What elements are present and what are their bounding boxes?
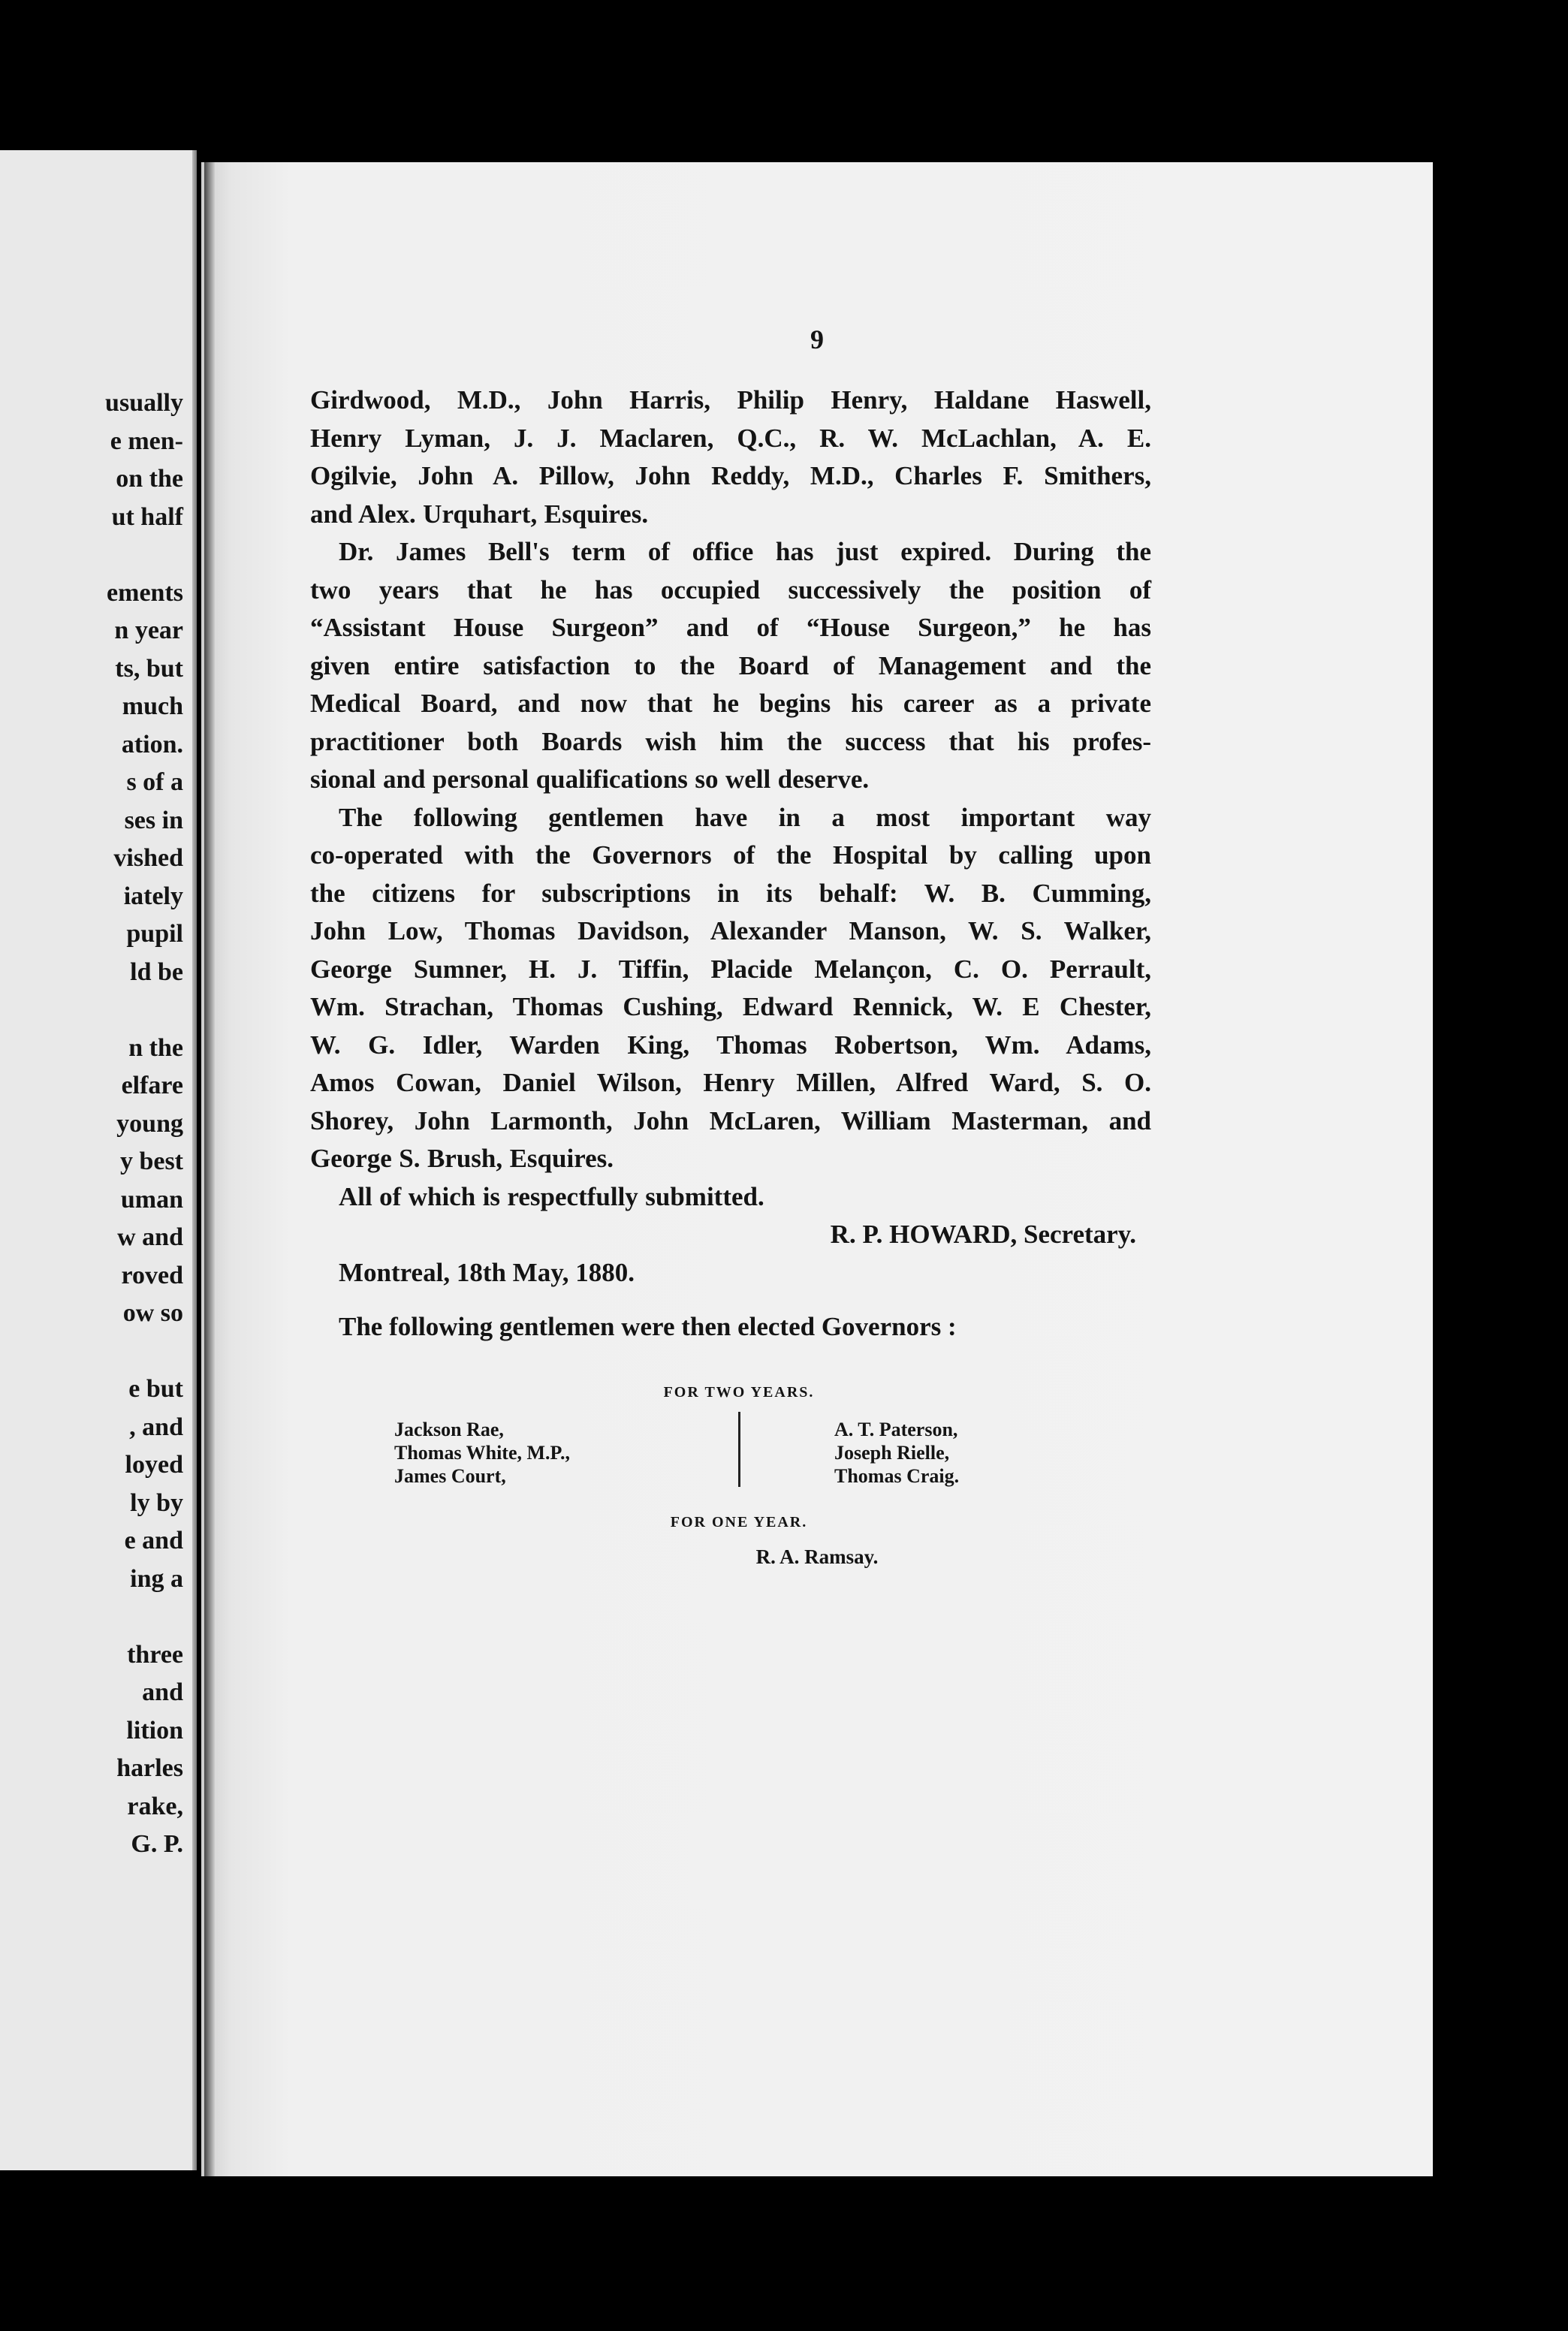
left-page-line: ses in <box>124 806 183 834</box>
governors-right-column <box>834 1418 959 1488</box>
text-line: and Alex. Urquhart, Esquires. <box>310 499 649 529</box>
left-page-line <box>3 991 183 1030</box>
left-page-line: e men- <box>110 427 183 455</box>
caption-two-years: FOR TWO YEARS. <box>663 1384 815 1401</box>
left-page-line: ements <box>107 578 183 607</box>
paragraph-1 <box>310 381 1151 533</box>
governor-name: James Court, <box>394 1465 506 1487</box>
left-page-line: lition <box>126 1716 183 1744</box>
text-line: given entire satisfaction to the Board of Management and the <box>310 650 1151 680</box>
document-page <box>201 162 1433 2176</box>
text-line: Henry Lyman, J. J. Maclaren, Q.C., R. W. McLachlan, A. E. <box>310 423 1151 453</box>
left-page-line: s of a <box>126 768 183 796</box>
text-line: the citizens for subscriptions in its behalf: W. B. Cumming, <box>310 878 1151 908</box>
page-spine-shadow <box>204 162 215 2176</box>
left-page-line: iately <box>123 882 183 910</box>
left-page-line: n year <box>114 617 183 644</box>
text-line: Dr. James Bell's term of office has just expired. During the <box>339 537 1151 566</box>
left-page-line: elfare <box>121 1072 183 1099</box>
left-page-line: and <box>142 1678 183 1706</box>
left-page-line: pupil <box>126 920 183 948</box>
left-page-line <box>3 1333 183 1371</box>
left-page-line <box>3 536 183 574</box>
left-page-line: usually <box>105 389 183 417</box>
left-page-line: vished <box>113 844 183 872</box>
left-page-line: ts, but <box>115 654 183 683</box>
text-line: Medical Board, and now that he begins his career as a private <box>310 689 1151 718</box>
text-line: The following gentlemen have in a most important way <box>339 802 1151 832</box>
caption-one-year: FOR ONE YEAR. <box>670 1514 808 1530</box>
left-page-line: ation. <box>121 730 183 758</box>
left-page-line: young <box>116 1109 183 1138</box>
governor-name: Thomas Craig. <box>834 1465 960 1487</box>
left-page-line: much <box>122 692 183 720</box>
text-line: sional and personal qualifications so well deserve. <box>310 764 870 794</box>
text-line: John Low, Thomas Davidson, Alexander Manson, W. S. Walker, <box>310 916 1151 945</box>
left-page-line: rake, <box>127 1792 183 1820</box>
text-line: Shorey, John Larmonth, John McLaren, William Masterman, and <box>310 1105 1151 1135</box>
text-line: Girdwood, M.D., John Harris, Philip Henry, Haldane Haswell, <box>310 385 1151 415</box>
governor-name: Joseph Rielle, <box>834 1442 950 1464</box>
left-page-line: uman <box>120 1185 183 1214</box>
left-page-line: ing a <box>130 1564 183 1593</box>
text-line: Ogilvie, John A. Pillow, John Reddy, M.D., Charles F. Smithers, <box>310 461 1151 490</box>
one-year-governor: R. A. Ramsay. <box>755 1545 879 1568</box>
closing-line: All of which is respectfully submitted. <box>339 1181 764 1211</box>
text-line: George S. Brush, Esquires. <box>310 1144 614 1173</box>
left-page-line: , and <box>129 1413 183 1441</box>
governor-name: A. T. Paterson, <box>834 1419 958 1440</box>
text-line: two years that he has occupied successively the position of <box>310 574 1151 605</box>
governors-left-column <box>394 1418 570 1488</box>
text-line: practitioner both Boards wish him the success that his profes- <box>310 726 1151 756</box>
page-number: 9 <box>810 324 824 354</box>
governor-name: Jackson Rae, <box>394 1419 504 1440</box>
left-page-line: on the <box>116 465 183 493</box>
text-line: George Sumner, H. J. Tiffin, Placide Melançon, C. O. Perrault, <box>310 954 1151 984</box>
text-line: Wm. Strachan, Thomas Cushing, Edward Rennick, W. E Chester, <box>310 992 1151 1021</box>
left-page-line <box>3 1598 183 1636</box>
left-page-line: y best <box>119 1147 183 1175</box>
left-page-line: G. P. <box>131 1830 183 1858</box>
left-page-line: three <box>127 1640 183 1669</box>
text-line: W. G. Idler, Warden King, Thomas Robertson, Wm. Adams, <box>310 1030 1151 1060</box>
text-line: co-operated with the Governors of the Hospital by calling upon <box>310 840 1151 870</box>
left-page-line: w and <box>117 1223 183 1251</box>
left-facing-page <box>0 150 197 2170</box>
dateline: Montreal, 18th May, 1880. <box>339 1257 635 1287</box>
paragraph-2 <box>310 533 1151 799</box>
left-page-line: ut half <box>111 502 183 531</box>
elected-intro: The following gentlemen were then elected Governors : <box>339 1312 957 1341</box>
text-line: Amos Cowan, Daniel Wilson, Henry Millen, Alfred Ward, S. O. <box>310 1068 1151 1097</box>
left-page-line: ly by <box>130 1488 183 1517</box>
text-line: “Assistant House Surgeon” and of “House Surgeon,” he has <box>310 613 1151 642</box>
left-page-line: ow so <box>122 1299 183 1327</box>
left-page-line: e and <box>124 1527 183 1555</box>
left-page-line: loyed <box>125 1451 183 1479</box>
left-page-line: n the <box>128 1033 183 1062</box>
left-page-text <box>3 384 183 1864</box>
left-page-line: roved <box>121 1261 183 1289</box>
left-page-edge <box>192 150 197 2170</box>
governor-name: Thomas White, M.P., <box>394 1442 571 1464</box>
paragraph-3 <box>310 799 1151 1178</box>
left-page-line: e but <box>128 1375 183 1403</box>
left-page-line: ld be <box>130 957 183 986</box>
left-page-line: harles <box>116 1754 183 1782</box>
body-text <box>310 381 1151 1346</box>
signature: R. P. HOWARD, Secretary. <box>830 1220 1136 1249</box>
column-divider <box>738 1412 740 1487</box>
